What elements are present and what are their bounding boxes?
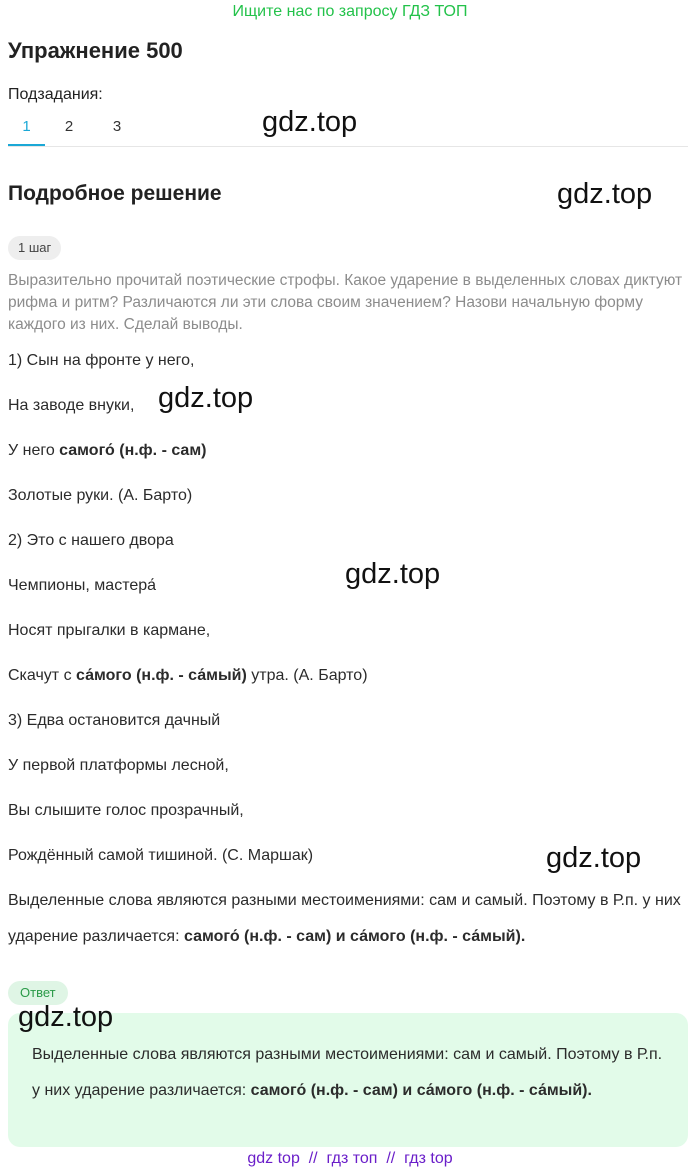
tab-2[interactable]: 2 <box>64 118 74 135</box>
footer-separator: // <box>377 1150 405 1167</box>
footer-links <box>0 1150 700 1168</box>
poem-line: Носят прыгалки в кармане, <box>8 622 211 639</box>
poem-line: На заводе внуки, <box>8 397 135 414</box>
poem-line: Рождённый самой тишиной. (С. Маршак) <box>8 847 314 864</box>
poem-line <box>8 667 368 685</box>
poem-text: Скачут с <box>8 667 77 684</box>
conclusion-text <box>8 883 692 955</box>
subtask-tabs <box>8 108 141 146</box>
subtasks-label: Подзадания: <box>8 86 103 103</box>
poem-line <box>8 442 207 460</box>
highlighted-word: самого́ (н.ф. - сам) <box>59 442 207 459</box>
watermark: gdz.top <box>18 1001 114 1033</box>
tab-3[interactable]: 3 <box>112 118 122 135</box>
page-title: Упражнение 500 <box>8 38 183 63</box>
footer-link-gdz-top-ru[interactable]: гдз топ <box>326 1150 378 1167</box>
poem-line: Чемпионы, мастера́ <box>8 577 157 594</box>
poem-text: утра. (А. Барто) <box>246 667 368 684</box>
promo-banner: Ищите нас по запросу ГДЗ ТОП <box>232 3 468 20</box>
footer-link-gdz-top-mixed[interactable]: гдз top <box>404 1150 453 1167</box>
watermark: gdz.top <box>557 178 653 210</box>
task-text: Выразительно прочитай поэтические строфы. Какое ударение в выделенных словах диктуют рифма и ритм? Различаются ли эти слова своим значением? Назови начальную форму каждого из них. Сделай выводы. <box>8 272 683 333</box>
conclusion-plain: Выделенные слова являются разными местоимениями: сам и самый. Поэтому в Р.п. у них ударение различается: <box>8 892 681 945</box>
poem-line: 2) Это с нашего двора <box>8 532 174 549</box>
watermark: gdz.top <box>158 382 254 414</box>
footer-separator: // <box>299 1150 327 1167</box>
conclusion-bold: самого́ (н.ф. - сам) и са́мого (н.ф. - са́мый). <box>183 928 526 945</box>
poem-line: 1) Сын на фронте у него, <box>8 352 195 369</box>
poem-line: 3) Едва остановится дачный <box>8 712 221 729</box>
answer-text <box>32 1037 672 1109</box>
highlighted-word: са́мого (н.ф. - са́мый) <box>76 667 247 684</box>
step-badge: 1 шаг <box>8 236 61 260</box>
answer-plain: Выделенные слова являются разными местоимениями: сам и самый. Поэтому в Р.п. у них ударение различается: <box>32 1046 663 1099</box>
poem-text: У него <box>8 442 60 459</box>
tabs-divider <box>8 146 688 147</box>
watermark: gdz.top <box>546 842 642 874</box>
watermark: gdz.top <box>345 558 441 590</box>
poem-line: Вы слышите голос прозрачный, <box>8 802 244 819</box>
poem-line: У первой платформы лесной, <box>8 757 229 774</box>
tab-1[interactable]: 1 <box>8 108 45 146</box>
section-title: Подробное решение <box>8 182 222 205</box>
poem-line: Золотые руки. (А. Барто) <box>8 487 193 504</box>
answer-bold: самого́ (н.ф. - сам) и са́мого (н.ф. - са́мый). <box>250 1082 592 1099</box>
answer-badge: Ответ <box>8 981 68 1005</box>
footer-link-gdz-top[interactable]: gdz top <box>247 1150 300 1167</box>
watermark: gdz.top <box>262 106 358 138</box>
